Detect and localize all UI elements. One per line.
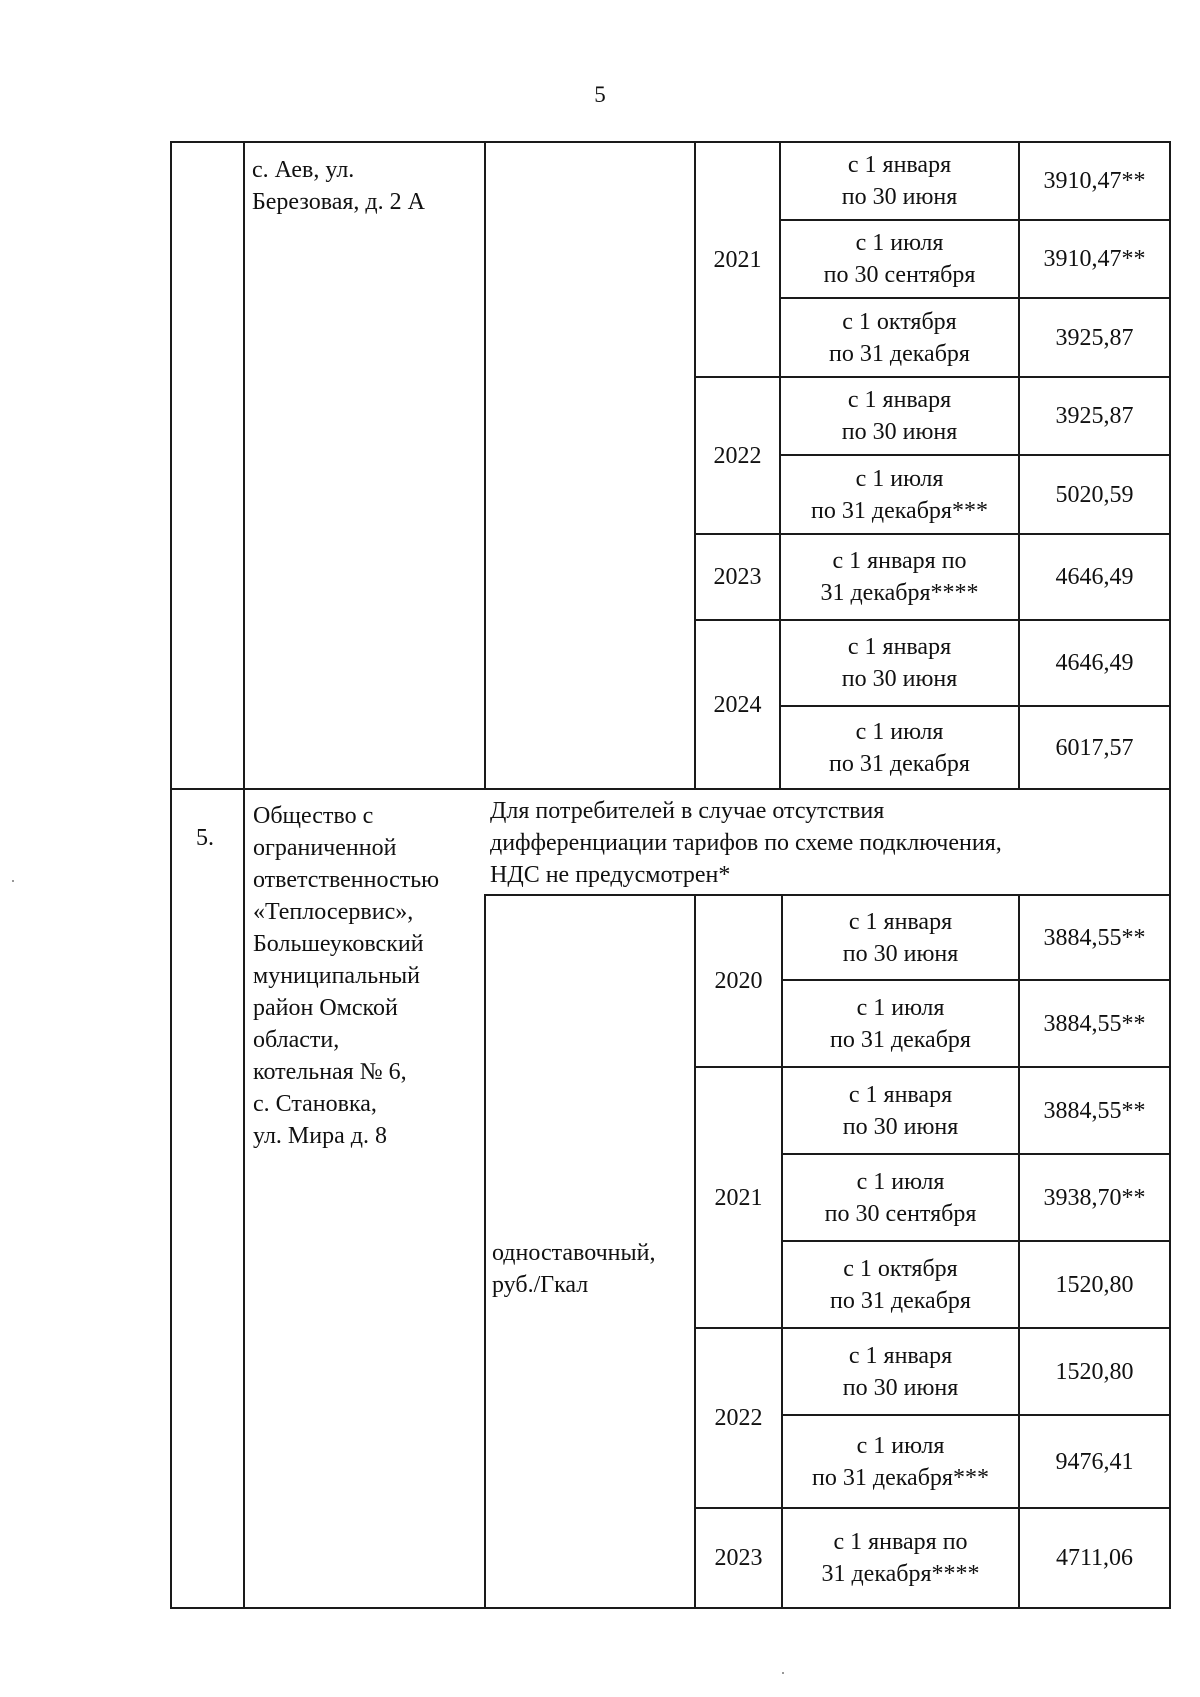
tariff-value: 4646,49 — [1055, 650, 1134, 676]
organization-line: район Омской — [253, 995, 398, 1021]
period-cell: с 1 января по 31 декабря**** — [820, 548, 979, 606]
tariff-value: 3884,55** — [1043, 1010, 1146, 1037]
organization-line: ул. Мира д. 8 — [253, 1123, 387, 1149]
page-number: 5 — [594, 82, 606, 107]
tariff-value: 3938,70** — [1043, 1184, 1146, 1211]
period-cell: с 1 января по 30 июня — [841, 152, 958, 210]
period-cell: с 1 июля по 30 сентября — [824, 1168, 977, 1227]
address-line: Березовая, д. 2 А — [252, 189, 425, 215]
year-cell: 2021 — [713, 246, 762, 273]
period-cell: с 1 октября по 31 декабря — [829, 308, 970, 367]
row-number: 5. — [196, 825, 214, 851]
period-cell: с 1 июля по 31 декабря — [830, 994, 971, 1053]
period-cell: с 1 июля по 30 сентября — [823, 230, 976, 288]
year-cell: 2023 — [713, 564, 762, 590]
organization-line: с. Становка, — [253, 1091, 377, 1117]
tariff-value: 1520,80 — [1055, 1358, 1134, 1385]
year-cell: 2022 — [713, 442, 762, 469]
year-cell: 2020 — [714, 968, 763, 994]
period-cell: с 1 июля по 31 декабря — [829, 718, 970, 777]
tariff-value: 5020,59 — [1055, 481, 1134, 508]
organization-line: ограниченной — [253, 835, 397, 861]
year-cell: 2022 — [714, 1405, 763, 1431]
tariff-value: 4646,49 — [1055, 564, 1134, 590]
tariff-value: 9476,41 — [1055, 1448, 1134, 1475]
tariff-value: 3925,87 — [1055, 403, 1134, 429]
tariff-value: 3910,47** — [1043, 168, 1146, 194]
period-cell: с 1 июля по 31 декабря*** — [812, 1432, 989, 1491]
period-cell: с 1 января по 30 июня — [842, 1342, 959, 1401]
organization-line: «Теплосервис», — [253, 899, 414, 925]
tariff-value: 4711,06 — [1055, 1545, 1134, 1571]
tariff-value: 3884,55** — [1043, 924, 1146, 951]
period-cell: с 1 января по 30 июня — [841, 634, 958, 692]
organization-line: Общество с — [253, 803, 374, 829]
period-cell: с 1 октября по 31 декабря — [830, 1255, 971, 1314]
tariff-value: 1520,80 — [1055, 1271, 1134, 1298]
organization-line: ответственностью — [253, 867, 440, 893]
scan-speck — [12, 880, 14, 882]
period-cell: с 1 июля по 31 декабря*** — [811, 465, 988, 524]
tariff-value: 3910,47** — [1043, 246, 1146, 272]
organization-line: котельная № 6, — [253, 1059, 407, 1085]
consumer-header-line: дифференциации тарифов по схеме подключения, — [490, 830, 1002, 856]
organization-line: муниципальный — [253, 963, 421, 989]
year-cell: 2024 — [713, 691, 762, 718]
tariff-type-line: руб./Гкал — [492, 1272, 589, 1298]
period-cell: с 1 января по 30 июня — [842, 908, 959, 967]
period-cell: с 1 января по 30 июня — [842, 1081, 959, 1140]
consumer-header-line: Для потребителей в случае отсутствия — [490, 798, 885, 824]
period-cell: с 1 января по 30 июня — [841, 387, 958, 445]
address-line: с. Аев, ул. — [252, 157, 355, 183]
organization-line: области, — [253, 1027, 340, 1053]
period-cell: с 1 января по 31 декабря**** — [821, 1529, 980, 1587]
consumer-header-line: НДС не предусмотрен* — [490, 862, 731, 888]
year-cell: 2023 — [714, 1545, 763, 1571]
tariff-value: 3884,55** — [1043, 1097, 1146, 1124]
organization-line: Большеуковский — [253, 931, 424, 957]
year-cell: 2021 — [714, 1184, 763, 1211]
scan-speck — [782, 1672, 784, 1674]
tariff-type-line: одноставочный, — [492, 1240, 656, 1266]
tariff-value: 6017,57 — [1055, 734, 1134, 761]
tariff-value: 3925,87 — [1055, 324, 1134, 351]
